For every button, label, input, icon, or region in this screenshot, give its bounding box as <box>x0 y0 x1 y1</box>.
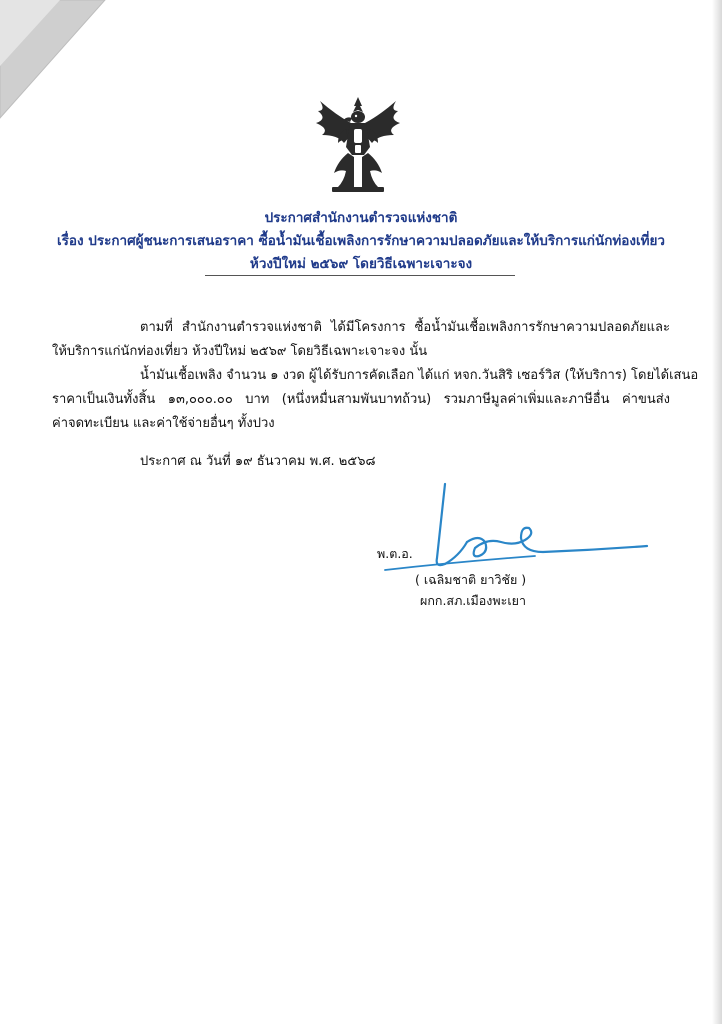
header-divider <box>205 275 515 276</box>
signer-position: ผกก.สภ.เมืองพะเยา <box>420 593 526 608</box>
folded-corner <box>0 0 110 120</box>
garuda-emblem-icon <box>308 95 408 195</box>
handwritten-signature <box>375 480 650 580</box>
signer-rank: พ.ต.อ. <box>377 546 413 561</box>
body-paragraph-2-line-3: ค่าจดทะเบียน และค่าใช้จ่ายอื่นๆ ทั้งปวง <box>52 416 275 431</box>
announcement-date: ประกาศ ณ วันที่ ๑๙ ธันวาคม พ.ศ. ๒๕๖๘ <box>140 454 376 469</box>
body-paragraph-1-line-1: ตามที่ สำนักงานตำรวจแห่งชาติ ได้มีโครงการ ซื้อน้ำมันเชื้อเพลิงการรักษาความปลอดภัยและ <box>140 320 670 335</box>
announcement-subject-cont: ห้วงปีใหม่ ๒๕๖๙ โดยวิธีเฉพาะเจาะจง <box>249 256 473 272</box>
body-paragraph-1-line-2: ให้บริการแก่นักท่องเที่ยว ห้วงปีใหม่ ๒๕๖๙ โดยวิธีเฉพาะเจาะจง นั้น <box>52 344 428 359</box>
body-paragraph-2-line-2: ราคาเป็นเงินทั้งสิ้น ๑๓,๐๐๐.๐๐ บาท (หนึ่งหมื่นสามพันบาทถ้วน) รวมภาษีมูลค่าเพิ่มและภาษีอื่น ค่าขนส่ง <box>52 392 670 407</box>
scan-edge-shadow <box>712 0 722 1024</box>
body-paragraph-2-line-1: น้ำมันเชื้อเพลิง จำนวน ๑ งวด ผู้ได้รับการคัดเลือก ได้แก่ หจก.วันสิริ เซอร์วิส (ให้บริการ) โดยได้เสนอ <box>140 368 699 383</box>
signer-name: ( เฉลิมชาติ ยาวิชัย ) <box>415 572 527 587</box>
announcement-subject: เรื่อง ประกาศผู้ชนะการเสนอราคา ซื้อน้ำมันเชื้อเพลิงการรักษาความปลอดภัยและให้บริการแก่นักท่องเที่ยว <box>57 233 665 249</box>
announcement-title: ประกาศสำนักงานตำรวจแห่งชาติ <box>264 210 458 226</box>
